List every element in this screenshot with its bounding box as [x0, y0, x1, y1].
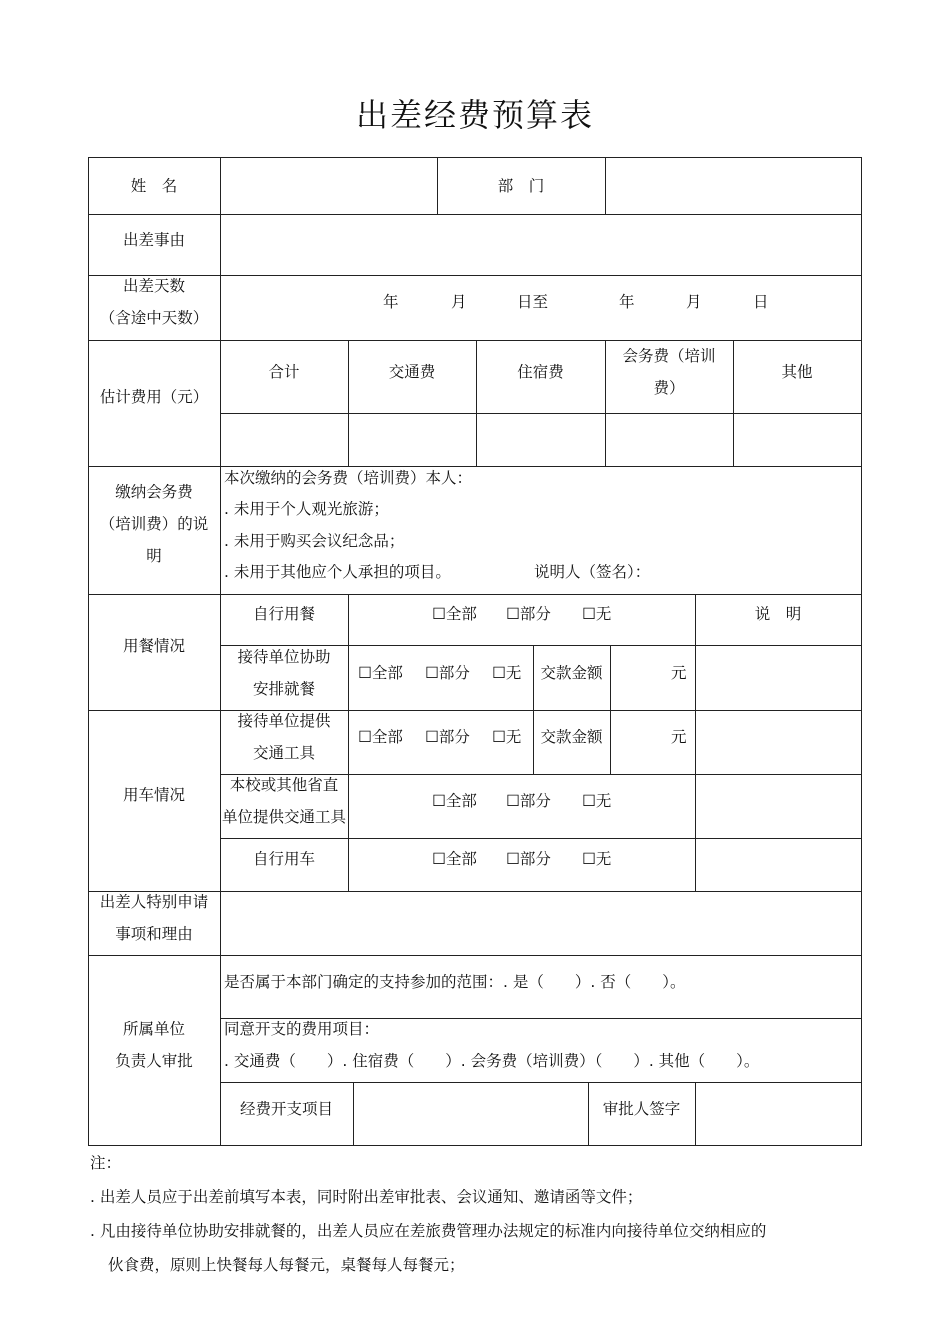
agreed-items-label: 同意开支的费用项目：: [224, 1020, 380, 1038]
funding-item-field[interactable]: [355, 1084, 587, 1145]
meeting-fee-statement-label-2: （培训费）的说: [99, 515, 209, 533]
cost-meeting-header: 会务费（培训: [622, 347, 716, 365]
cost-lodging-header: 住宿费: [517, 363, 564, 381]
agreed-items-line: . 交通费（ ）. 住宿费（ ）. 会务费（培训费）（ ）. 其他（ ）。: [224, 1052, 760, 1070]
month-2-label: 月: [686, 293, 702, 311]
option-none-checkbox[interactable]: ☐无: [582, 850, 612, 868]
vehicle-section-label: 用车情况: [122, 786, 185, 804]
scope-question: 是否属于本部门确定的支持参加的范围：. 是（ ）. 否（ ）。: [224, 973, 686, 991]
funding-item-label: 经费开支项目: [239, 1100, 333, 1118]
note-item: . 凡由接待单位协助安排就餐的，出差人员应在差旅费管理办法规定的标准内向接待单位交纳相应的: [90, 1222, 767, 1240]
option-none-checkbox[interactable]: ☐无: [582, 605, 612, 623]
option-part-checkbox[interactable]: ☐部分: [425, 728, 470, 746]
name-label: 姓 名: [130, 177, 178, 195]
option-all-checkbox[interactable]: ☐全部: [358, 664, 403, 682]
host-vehicle-label-1: 接待单位提供: [237, 712, 331, 730]
option-none-checkbox[interactable]: ☐无: [582, 792, 612, 810]
special-request-label-2: 事项和理由: [115, 925, 193, 943]
day-2-label: 日: [753, 293, 769, 311]
cost-total-header: 合计: [268, 363, 300, 381]
cost-transport-header: 交通费: [388, 363, 436, 381]
payment-amount-label: 交款金额: [540, 664, 603, 682]
option-all-checkbox[interactable]: ☐全部: [432, 605, 477, 623]
meeting-fee-statement-line: . 未用于个人观光旅游；: [224, 500, 389, 518]
department-field[interactable]: [607, 158, 861, 213]
approver-signature-label: 审批人签字: [602, 1100, 681, 1118]
name-field[interactable]: [222, 158, 436, 213]
self-meal-label: 自行用餐: [252, 605, 315, 623]
cost-transport-field[interactable]: [350, 415, 475, 465]
note-item: . 出差人员应于出差前填写本表，同时附出差审批表、会议通知、邀请函等文件；: [90, 1188, 643, 1206]
approval-label-1: 所属单位: [122, 1020, 185, 1038]
option-all-checkbox[interactable]: ☐全部: [358, 728, 403, 746]
signer-label: 说明人（签名）：: [534, 563, 651, 581]
option-part-checkbox[interactable]: ☐部分: [506, 792, 551, 810]
department-label: 部 门: [497, 177, 545, 195]
option-part-checkbox[interactable]: ☐部分: [506, 850, 551, 868]
option-none-checkbox[interactable]: ☐无: [492, 728, 522, 746]
trip-reason-label: 出差事由: [122, 231, 185, 249]
option-all-checkbox[interactable]: ☐全部: [432, 792, 477, 810]
meeting-fee-statement-line: . 未用于其他应个人承担的项目。: [224, 563, 451, 581]
cost-other-field[interactable]: [735, 415, 860, 465]
special-request-field[interactable]: [222, 893, 861, 954]
meeting-fee-statement-line: 本次缴纳的会务费（培训费）本人：: [224, 469, 473, 487]
school-vehicle-label-2: 单位提供交通工具: [221, 808, 346, 826]
day-to-label: 日至: [517, 293, 549, 311]
cost-total-field[interactable]: [222, 415, 347, 465]
explain-header: 说 明: [754, 605, 802, 623]
notes-title: 注：: [90, 1154, 122, 1172]
yuan-unit: 元: [671, 664, 687, 682]
estimated-cost-label: 估计费用（元）: [99, 388, 209, 406]
cost-other-header: 其他: [781, 363, 813, 381]
trip-days-label: 出差天数: [122, 277, 185, 295]
school-vehicle-label-1: 本校或其他省直: [229, 776, 339, 794]
month-1-label: 月: [451, 293, 467, 311]
self-vehicle-label: 自行用车: [252, 850, 315, 868]
option-part-checkbox[interactable]: ☐部分: [506, 605, 551, 623]
option-none-checkbox[interactable]: ☐无: [492, 664, 522, 682]
yuan-unit: 元: [671, 728, 687, 746]
approval-label-2: 负责人审批: [115, 1052, 193, 1070]
form-title: 出差经费预算表: [355, 96, 594, 134]
special-request-label-1: 出差人特别申请: [99, 893, 209, 911]
approver-signature-field[interactable]: [697, 1084, 861, 1145]
meal-section-label: 用餐情况: [122, 637, 185, 655]
trip-reason-field[interactable]: [222, 216, 861, 274]
payment-amount-label: 交款金额: [540, 728, 603, 746]
option-all-checkbox[interactable]: ☐全部: [432, 850, 477, 868]
note-item-continued: 伙食费，原则上快餐每人每餐元，桌餐每人每餐元；: [108, 1256, 465, 1274]
host-meal-label-1: 接待单位协助: [237, 648, 331, 666]
meeting-fee-statement-label-3: 明: [146, 547, 162, 565]
year-1-label: 年: [383, 293, 399, 311]
host-meal-label-2: 安排就餐: [252, 680, 315, 698]
option-part-checkbox[interactable]: ☐部分: [425, 664, 470, 682]
cost-meeting-field[interactable]: [607, 415, 732, 465]
host-vehicle-label-2: 交通工具: [252, 744, 315, 762]
cost-lodging-field[interactable]: [478, 415, 604, 465]
meeting-fee-statement-label-1: 缴纳会务费: [115, 483, 193, 501]
year-2-label: 年: [619, 293, 635, 311]
trip-days-sublabel: （含途中天数）: [99, 309, 209, 327]
meeting-fee-statement-line: . 未用于购买会议纪念品；: [224, 532, 405, 550]
notes-section: [90, 1146, 766, 1282]
cost-meeting-header-cont: 费）: [653, 379, 685, 397]
